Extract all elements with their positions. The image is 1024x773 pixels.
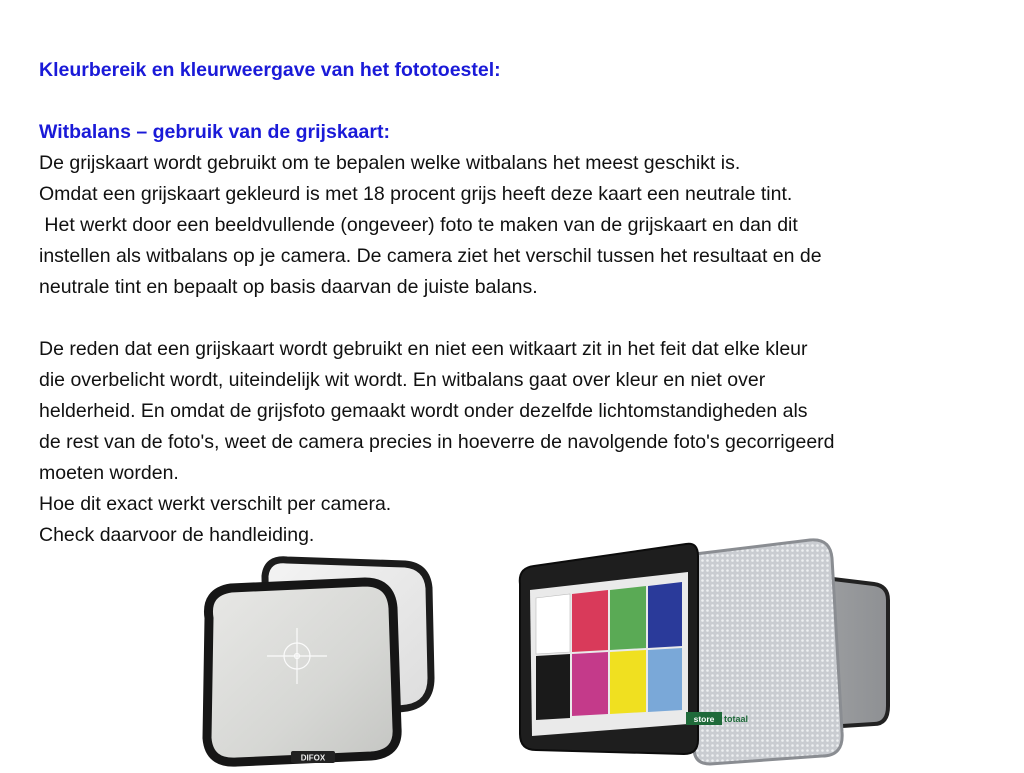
swatch-lightblue [648, 648, 682, 712]
paragraph-line: Hoe dit exact werkt verschilt per camera. [39, 493, 392, 515]
swatch-blue [648, 582, 682, 648]
paragraph-line: instellen als witbalans op je camera. De camera ziet het verschil tussen het resultaat en de [39, 245, 822, 267]
section-heading: Witbalans – gebruik van de grijskaart: [39, 121, 390, 143]
reflector-panel [694, 540, 842, 764]
store-logo-text: store [693, 714, 715, 724]
slide-title: Kleurbereik en kleurweergave van het fototoestel: [39, 59, 501, 81]
paragraph-line: de rest van de foto's, weet de camera precies in hoeverre de navolgende foto's gecorrigeerd [39, 431, 835, 453]
colorcard-photo [510, 528, 908, 768]
paragraph-line: helderheid. En omdat de grijsfoto gemaakt wordt onder dezelfde lichtomstandigheden als [39, 400, 808, 422]
colorcard-illustration [510, 528, 908, 768]
paragraph-line: De grijskaart wordt gebruikt om te bepalen welke witbalans het meest geschikt is. [39, 152, 741, 174]
paragraph-line: Check daarvoor de handleiding. [39, 524, 315, 546]
paragraph-line: die overbelicht wordt, uiteindelijk wit wordt. En witbalans gaat over kleur en niet over [39, 369, 766, 391]
spacer [39, 86, 1009, 117]
swatch-white [536, 594, 570, 654]
paragraph-line: Het werkt door een beeldvullende (ongeveer) foto te maken van de grijskaart en dan dit [39, 214, 798, 236]
paragraph-line: neutrale tint en bepaalt op basis daarvan de juiste balans. [39, 276, 538, 298]
greycard-photo [195, 548, 445, 768]
brand-logo-text: DIFOX [300, 753, 326, 763]
swatch-red [572, 590, 608, 652]
store-logo-text-2: totaal [724, 714, 749, 724]
paragraph-line: Omdat een grijskaart gekleurd is met 18 procent grijs heeft deze kaart een neutrale tint. [39, 183, 793, 205]
swatch-magenta [572, 652, 608, 716]
greycard-illustration [195, 548, 445, 768]
spacer [39, 303, 1009, 334]
paragraph-line: moeten worden. [39, 462, 179, 484]
swatch-yellow [610, 650, 646, 714]
slide-text [39, 55, 1009, 551]
swatch-green [610, 586, 646, 650]
front-card [207, 582, 397, 762]
swatch-black [536, 654, 570, 720]
paragraph-line: De reden dat een grijskaart wordt gebruikt en niet een witkaart zit in het feit dat elke kleur [39, 338, 808, 360]
